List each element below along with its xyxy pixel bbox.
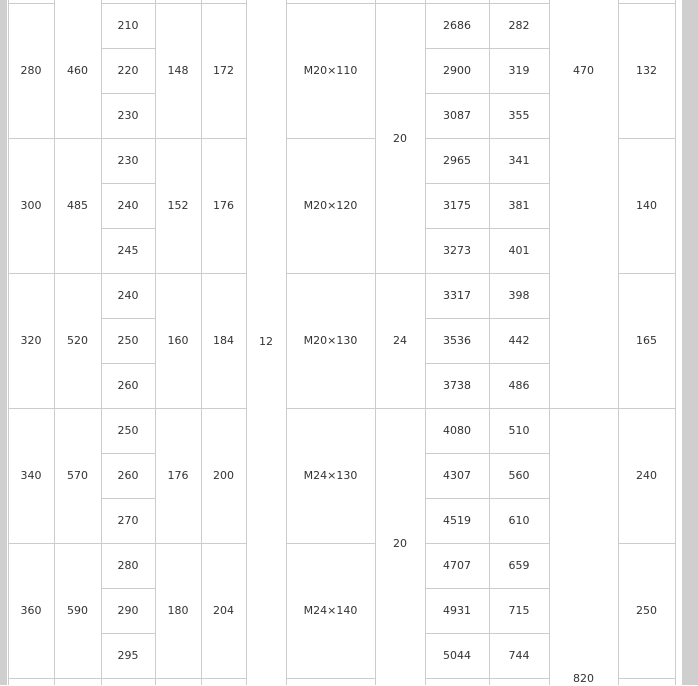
- page-frame-left: [0, 0, 7, 685]
- cell-col4: 148: [167, 64, 189, 77]
- cell-col9: 3175: [443, 199, 471, 212]
- cell-bolt-spec: M24×140: [303, 604, 358, 617]
- cell-col10: 486: [508, 379, 530, 392]
- cell-col9: 3738: [443, 379, 471, 392]
- cell-col9: 3317: [443, 289, 471, 302]
- cell-col9: 2900: [443, 64, 471, 77]
- cell-col2: 460: [67, 64, 88, 77]
- cell-col10: 510: [508, 424, 530, 437]
- cell-col5: 184: [213, 334, 234, 347]
- cell-col10: 341: [508, 154, 530, 167]
- cell-col5: 172: [213, 64, 234, 77]
- cell-col9: 4707: [443, 559, 471, 572]
- cell-col10: 381: [508, 199, 530, 212]
- cell-col10: 442: [508, 334, 530, 347]
- cell-col3: 280: [117, 559, 139, 572]
- cell-col3: 260: [117, 379, 139, 392]
- cell-col2: 485: [67, 199, 88, 212]
- cell-col10: 355: [508, 109, 530, 122]
- cell-col3: 230: [117, 109, 139, 122]
- cell-col9: 2686: [443, 19, 471, 32]
- cell-col11-merged: 470: [573, 64, 594, 77]
- cell-col10: 398: [508, 289, 530, 302]
- cell-bolt-spec: M24×130: [303, 469, 358, 482]
- cell-col3: 250: [117, 334, 139, 347]
- cell-col12: 240: [636, 469, 657, 482]
- cell-col10: 610: [508, 514, 530, 527]
- cell-col4: 160: [167, 334, 189, 347]
- cell-col12: 140: [636, 199, 657, 212]
- cell-col1: 300: [20, 199, 42, 212]
- cell-col3: 250: [117, 424, 139, 437]
- cell-col11-merged: 820: [573, 671, 594, 685]
- group-row-rule: [286, 678, 376, 679]
- cell-col9: 3087: [443, 109, 471, 122]
- cell-col9: 3536: [443, 334, 471, 347]
- cell-col10: 744: [508, 649, 530, 662]
- cell-col9: 4931: [443, 604, 471, 617]
- cell-col8-merged: 24: [393, 334, 407, 347]
- page-frame-right: [682, 0, 698, 685]
- cell-bolt-spec: M20×110: [303, 64, 358, 77]
- cell-col4: 180: [167, 604, 189, 617]
- cell-col10: 319: [508, 64, 530, 77]
- cell-col3: 240: [117, 199, 139, 212]
- cell-col9: 4519: [443, 514, 471, 527]
- cell-col8-merged: 20: [393, 536, 407, 550]
- cell-col3: 290: [117, 604, 139, 617]
- group-row-rule: [618, 678, 676, 679]
- cell-col1: 320: [20, 334, 42, 347]
- group-row-rule: [8, 678, 247, 679]
- cell-col9: 4307: [443, 469, 471, 482]
- cell-col9: 4080: [443, 424, 471, 437]
- grid-line-vertical: [675, 0, 676, 685]
- cell-col9: 2965: [443, 154, 471, 167]
- cell-col1: 360: [20, 604, 42, 617]
- cell-col3: 270: [117, 514, 139, 527]
- cell-col9: 3273: [443, 244, 471, 257]
- cell-col12: 165: [636, 334, 657, 347]
- cell-col4: 176: [167, 469, 189, 482]
- cell-col1: 340: [20, 469, 42, 482]
- cell-col4: 152: [167, 199, 189, 212]
- cell-col10: 401: [508, 244, 530, 257]
- group-row-rule: [425, 678, 550, 679]
- cell-col3: 295: [117, 649, 139, 662]
- cell-col10: 659: [508, 559, 530, 572]
- cell-col9: 5044: [443, 649, 471, 662]
- cell-col2: 590: [67, 604, 88, 617]
- cell-col12: 250: [636, 604, 657, 617]
- cell-col1: 280: [20, 64, 42, 77]
- cell-col2: 520: [67, 334, 88, 347]
- cell-col3: 260: [117, 469, 139, 482]
- cell-col10: 715: [508, 604, 530, 617]
- cell-col12: 132: [636, 64, 657, 77]
- cell-col5: 176: [213, 199, 234, 212]
- merged-cell-rule: [549, 408, 619, 409]
- cell-col8-merged: 20: [393, 131, 407, 145]
- cell-bolt-spec: M20×130: [303, 334, 358, 347]
- cell-col3: 245: [117, 244, 139, 257]
- cell-col5: 200: [213, 469, 234, 482]
- cell-col3: 240: [117, 289, 139, 302]
- cell-col6-merged: 12: [259, 335, 273, 348]
- cell-col3: 210: [117, 19, 139, 32]
- cell-col10: 282: [508, 19, 530, 32]
- cell-col10: 560: [508, 469, 530, 482]
- cell-bolt-spec: M20×120: [303, 199, 358, 212]
- cell-col2: 570: [67, 469, 88, 482]
- cell-col3: 230: [117, 154, 139, 167]
- cell-col3: 220: [117, 64, 139, 77]
- cell-col5: 204: [213, 604, 234, 617]
